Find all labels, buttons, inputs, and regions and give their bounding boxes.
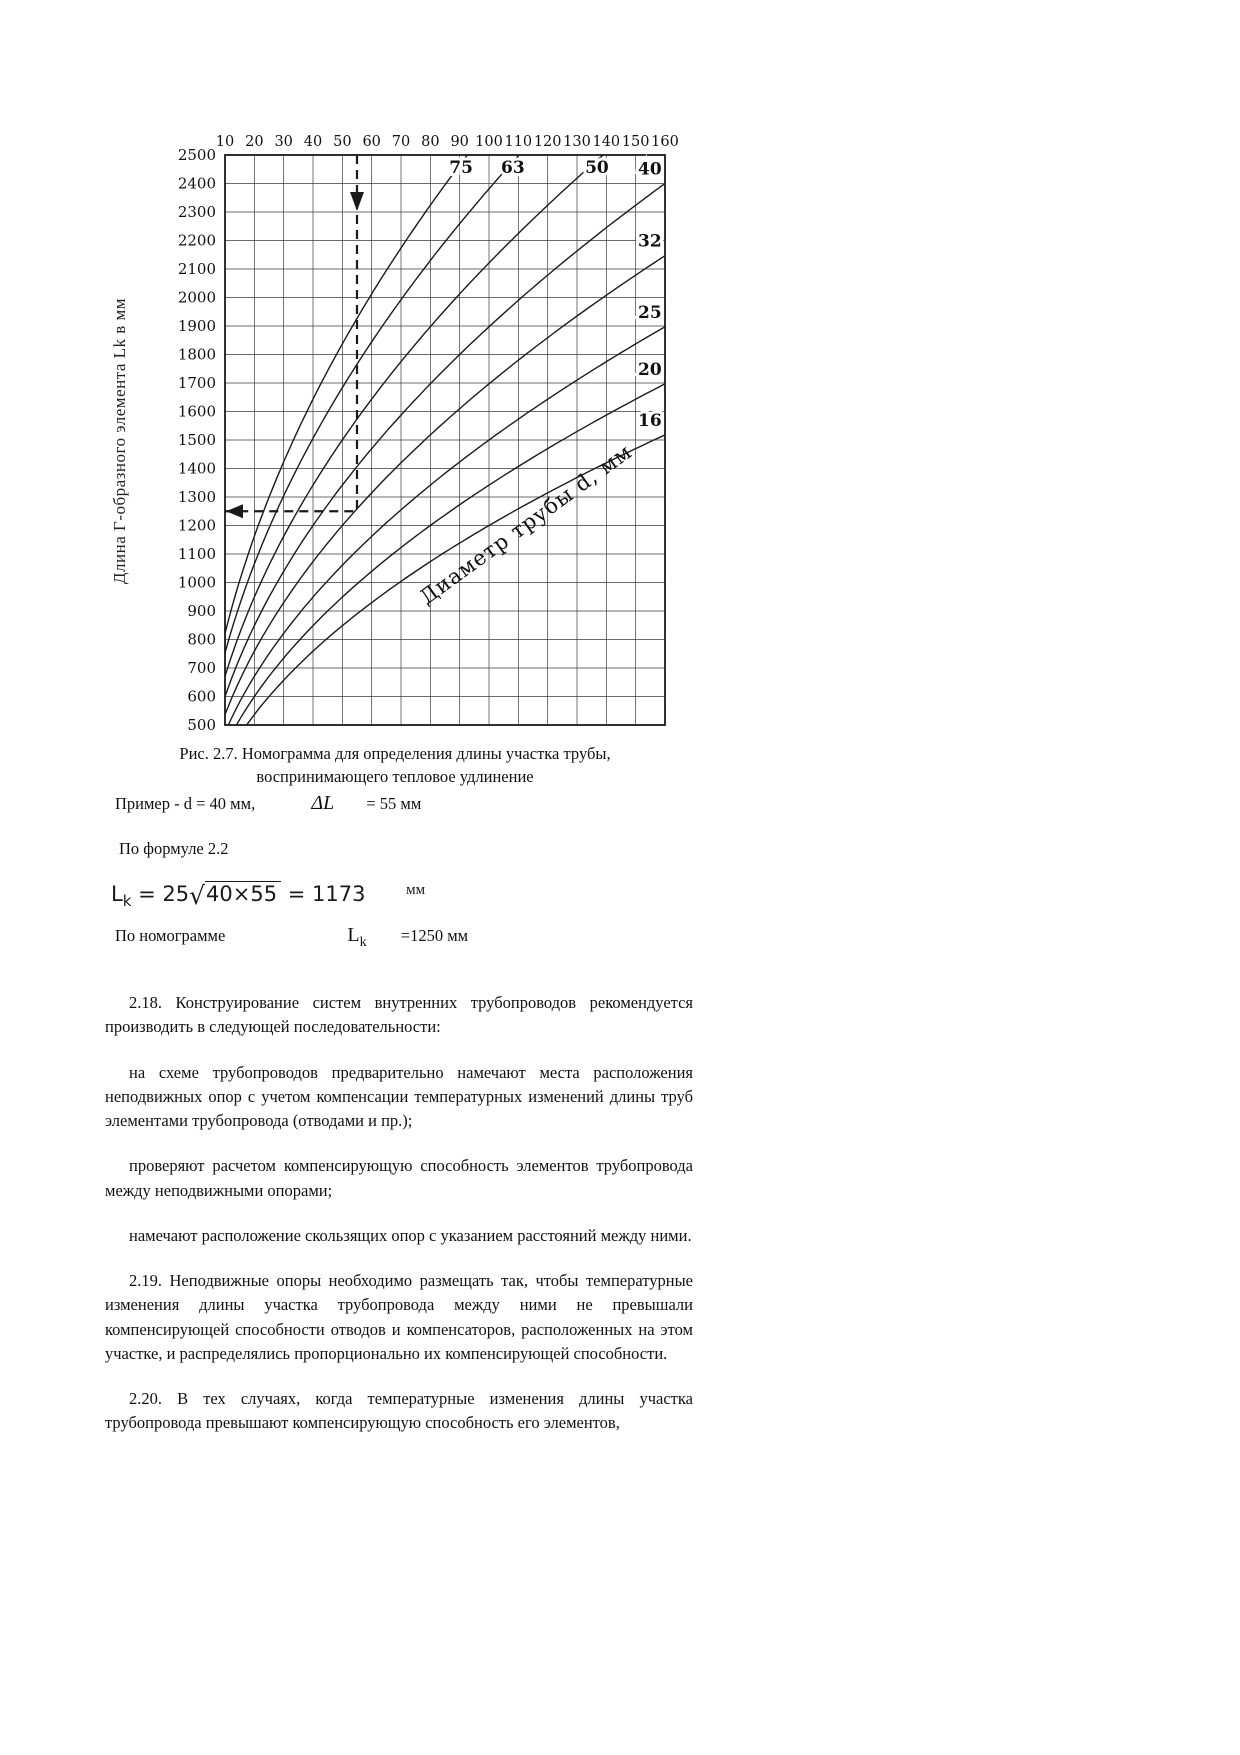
- svg-text:600: 600: [187, 687, 216, 706]
- svg-text:1600: 1600: [177, 402, 216, 421]
- svg-text:Диаметр трубы d, мм: Диаметр трубы d, мм: [415, 439, 637, 610]
- paragraph-2-20: 2.20. В тех случаях, когда температурные изменения длины участка трубопровода превышают компенсирующую способность его элементов,: [105, 1389, 693, 1433]
- svg-text:1800: 1800: [177, 345, 216, 364]
- svg-text:1000: 1000: [177, 573, 216, 592]
- svg-text:1200: 1200: [177, 516, 216, 535]
- nomogram-chart: [100, 128, 720, 743]
- svg-text:700: 700: [187, 659, 216, 677]
- svg-text:50: 50: [333, 134, 352, 150]
- svg-text:2000: 2000: [177, 288, 216, 307]
- delta-l-symbol: ΔL: [311, 792, 335, 814]
- formula-line: [111, 881, 693, 910]
- svg-text:10: 10: [215, 134, 235, 150]
- svg-text:90: 90: [450, 134, 469, 150]
- figure-caption-line2: воспринимающего тепловое удлинение: [256, 767, 534, 787]
- paragraph-2-19: 2.19. Неподвижные опоры необходимо размещать так, чтобы температурные изменения длины участка трубопровода между ними не превышали компенсирующей способности отводов и компенсаторов, расположенных на этом участке, и распределялись пропорционально их компенсирующей способности.: [105, 1271, 693, 1363]
- paragraph-check: проверяют расчетом компенсирующую способность элементов трубопровода между неподвижными опорами;: [105, 1156, 693, 1200]
- formula-result: = 1173: [287, 882, 366, 906]
- svg-text:160: 160: [651, 134, 679, 150]
- svg-text:900: 900: [187, 602, 216, 620]
- y-axis-title: Длина Г-образного элемента Lk в мм: [110, 297, 129, 585]
- svg-text:25: 25: [638, 302, 662, 323]
- svg-text:1500: 1500: [177, 431, 216, 449]
- formula-lhs-sub: k: [122, 892, 132, 911]
- svg-text:140: 140: [592, 134, 621, 150]
- svg-text:150: 150: [621, 134, 650, 150]
- paragraph-sliding-supports: намечают расположение скользящих опор с указанием расстояний между ними.: [129, 1225, 692, 1245]
- svg-text:16: 16: [638, 410, 662, 431]
- svg-text:500: 500: [187, 716, 216, 734]
- example-suffix: = 55 мм: [366, 794, 422, 813]
- svg-text:1400: 1400: [177, 459, 216, 478]
- svg-text:20: 20: [245, 134, 264, 150]
- svg-text:2300: 2300: [177, 203, 216, 221]
- formula-coeff: = 25: [138, 882, 190, 906]
- formula-lhs: L: [111, 882, 123, 906]
- svg-text:120: 120: [533, 134, 562, 150]
- svg-text:110: 110: [504, 134, 533, 150]
- svg-text:130: 130: [563, 134, 591, 150]
- svg-text:30: 30: [274, 134, 293, 150]
- svg-text:60: 60: [362, 134, 381, 150]
- svg-text:2100: 2100: [177, 260, 216, 278]
- text-column: [105, 792, 693, 1457]
- svg-text:32: 32: [638, 231, 662, 252]
- figure-caption: [95, 742, 695, 788]
- svg-text:2400: 2400: [177, 174, 216, 193]
- figure-caption-line1: Рис. 2.7. Номограмма для определения длины участка трубы,: [179, 744, 611, 763]
- svg-text:75: 75: [449, 158, 473, 178]
- formula-radicand: 40×55: [205, 881, 281, 906]
- formula-unit: мм: [406, 882, 426, 898]
- formula-reference: По формуле 2.2: [119, 839, 229, 858]
- nomogram-prefix: По номограмме: [115, 926, 226, 946]
- svg-text:1900: 1900: [177, 317, 216, 335]
- svg-text:1700: 1700: [177, 374, 216, 392]
- example-prefix: Пример - d = 40 мм,: [115, 794, 256, 813]
- svg-text:70: 70: [391, 134, 411, 150]
- svg-text:20: 20: [638, 359, 662, 380]
- svg-text:80: 80: [421, 134, 440, 150]
- radical-sign: √: [189, 881, 206, 910]
- svg-text:2200: 2200: [177, 231, 216, 250]
- example-line: [115, 792, 693, 815]
- svg-text:40: 40: [303, 134, 323, 150]
- svg-text:63: 63: [501, 158, 525, 178]
- svg-text:1300: 1300: [177, 488, 216, 506]
- svg-text:800: 800: [187, 630, 216, 649]
- svg-text:1100: 1100: [177, 545, 216, 563]
- svg-text:50: 50: [585, 158, 609, 178]
- svg-text:40: 40: [638, 159, 662, 180]
- paragraph-2-18: 2.18. Конструирование систем внутренних трубопроводов рекомендуется производить в следующей последовательности:: [105, 993, 693, 1037]
- svg-text:100: 100: [475, 134, 503, 150]
- nomogram-lk: $L_k$: [347, 924, 367, 951]
- paragraph-scheme: на схеме трубопроводов предварительно намечают места расположения неподвижных опор с учетом компенсации температурных изменений длины труб элементами трубопровода (отводами и пр.);: [105, 1062, 693, 1131]
- svg-text:2500: 2500: [177, 146, 216, 164]
- nomogram-result-line: [115, 924, 693, 951]
- nomogram-value: =1250 мм: [400, 926, 469, 946]
- nomogram-figure: [100, 128, 720, 743]
